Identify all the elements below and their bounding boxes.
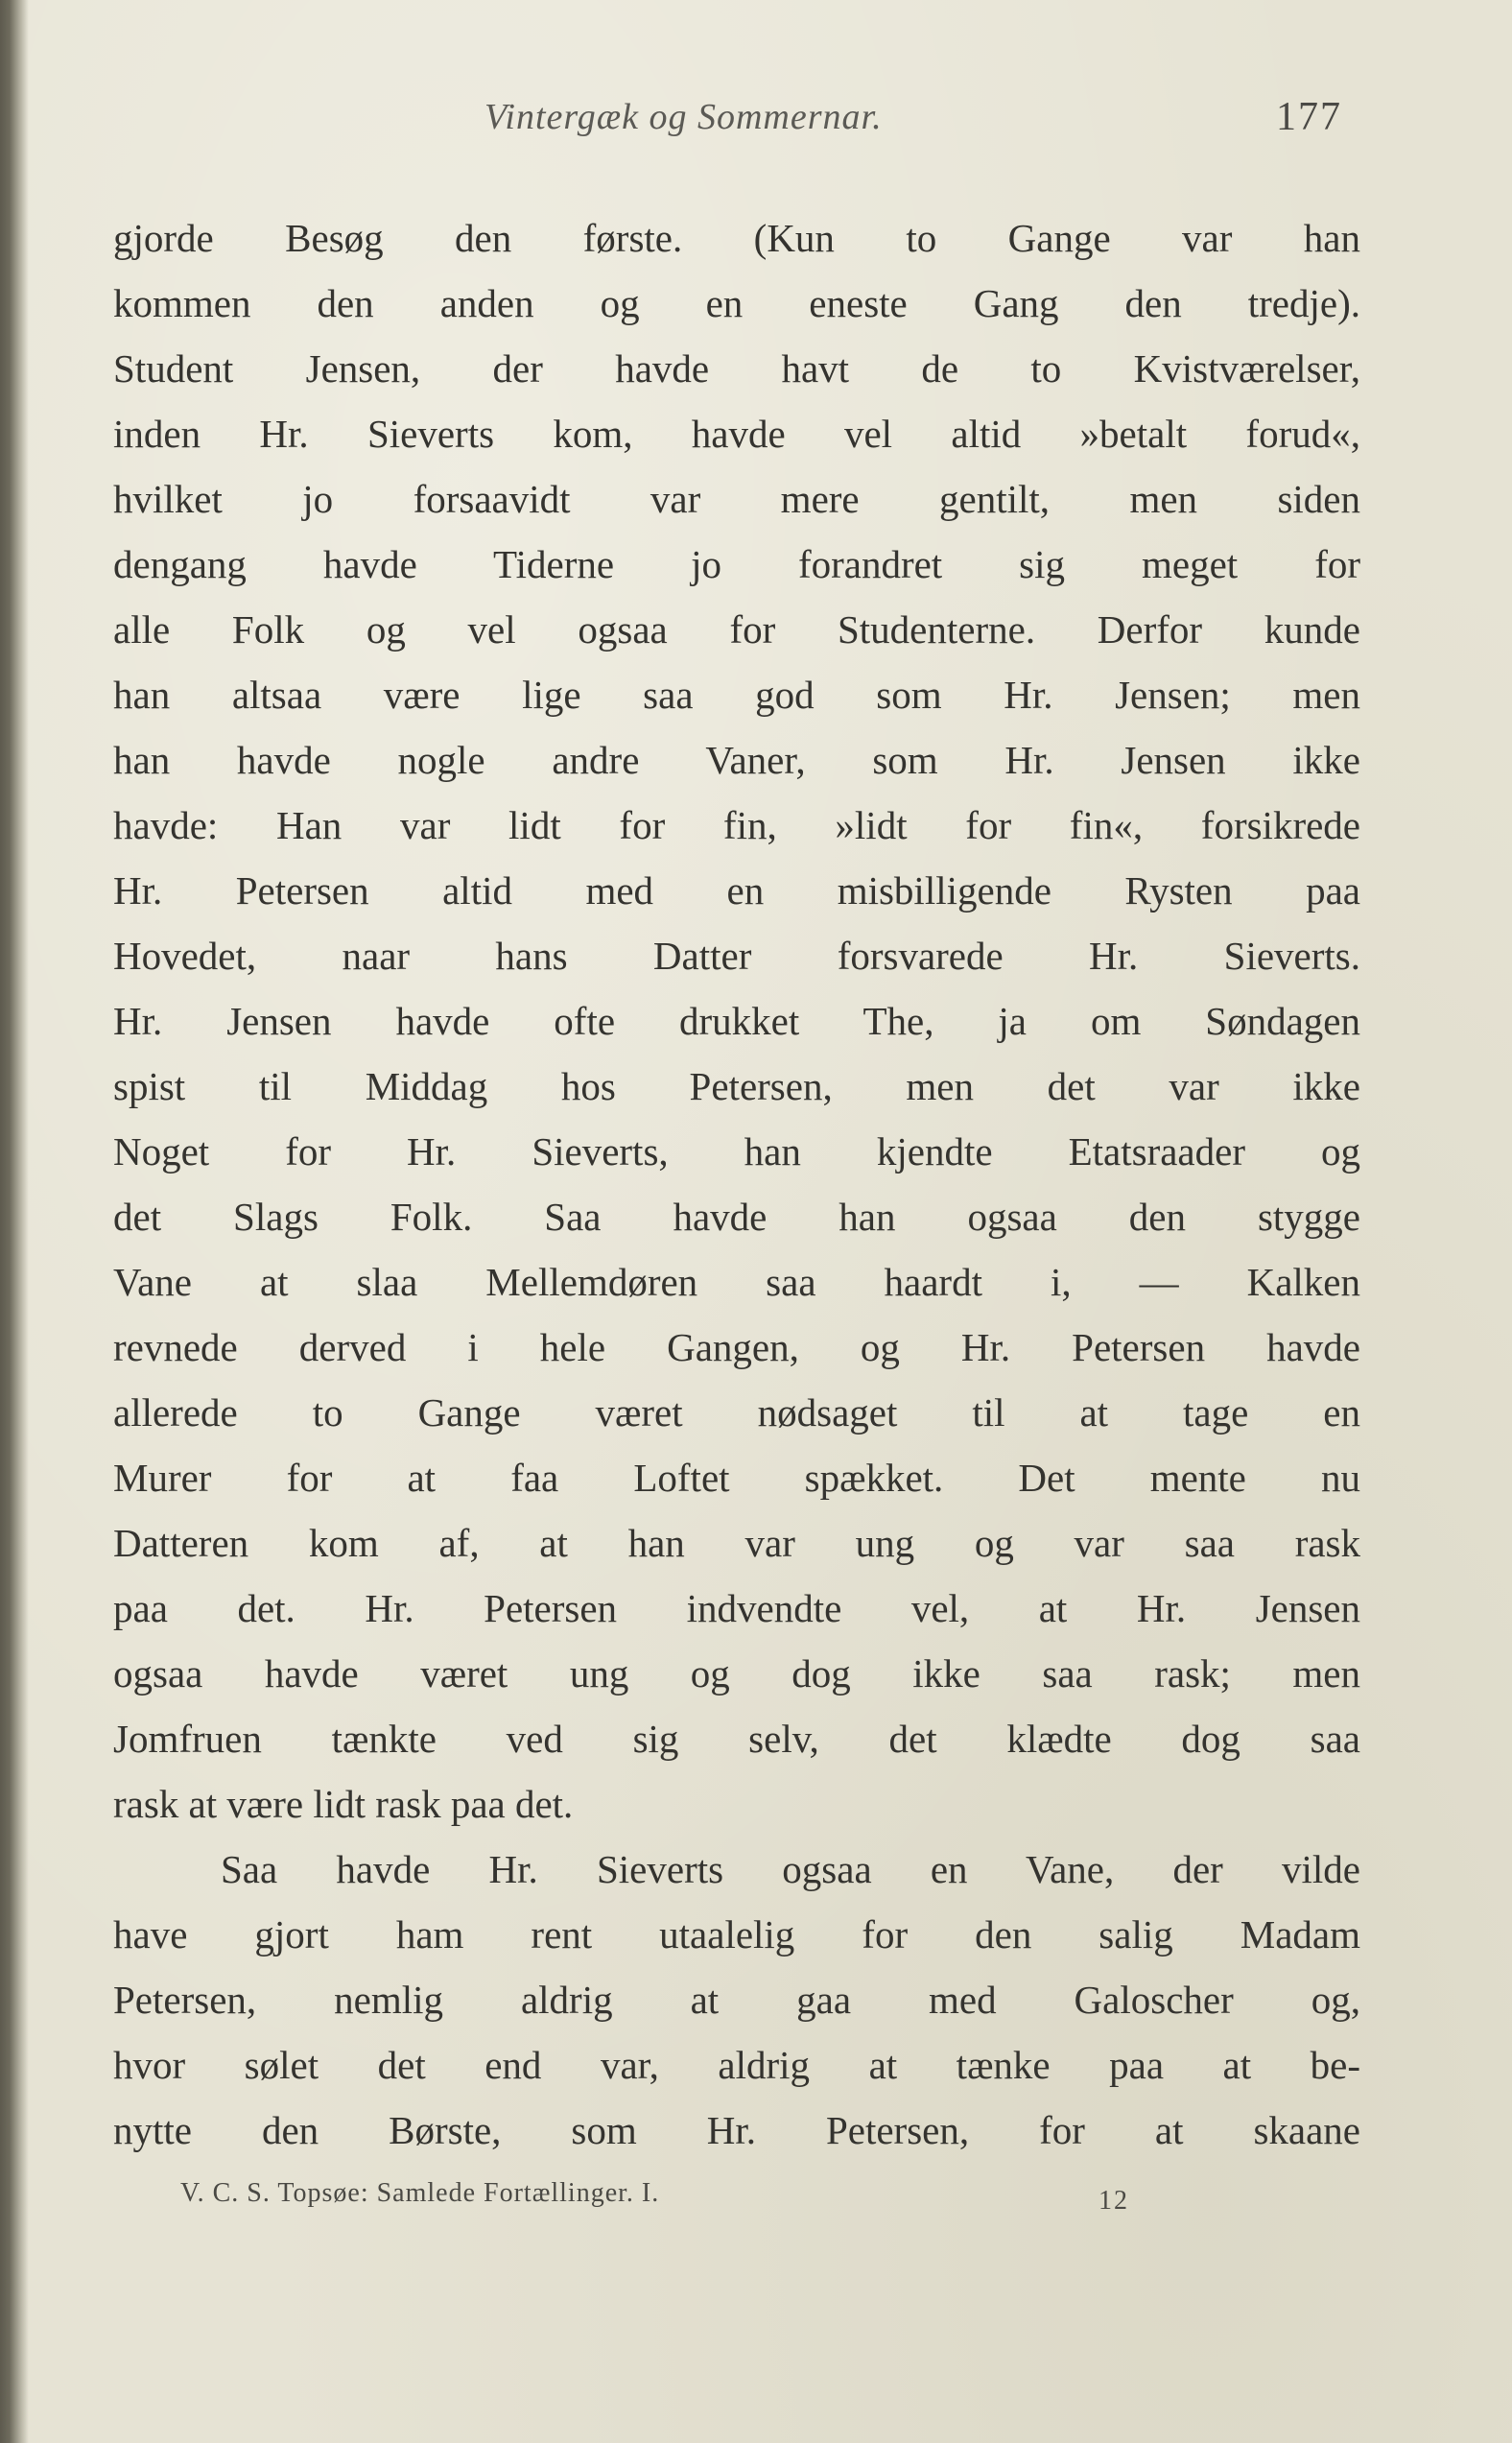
- text-line: have gjort ham rent utaalelig for den salig Madam: [113, 1912, 1360, 1957]
- text-line: ogsaa havde været ung og dog ikke saa rask; men: [113, 1651, 1360, 1696]
- text-line: kommen den anden og en eneste Gang den tredje).: [113, 281, 1360, 325]
- text-line: Vane at slaa Mellemdøren saa haardt i, — Kalken: [113, 1260, 1360, 1304]
- text-line: hvor sølet det end var, aldrig at tænke paa at be-: [113, 2043, 1360, 2087]
- text-line: havde: Han var lidt for fin, »lidt for fin«, forsikrede: [113, 803, 1360, 847]
- text-line: Student Jensen, der havde havt de to Kvistværelser,: [113, 346, 1360, 391]
- text-line: Hr. Jensen havde ofte drukket The, ja om Søndagen: [113, 999, 1360, 1043]
- text-line: allerede to Gange været nødsaget til at tage en: [113, 1390, 1360, 1435]
- page-number: 177: [1276, 95, 1342, 139]
- text-line: Datteren kom af, at han var ung og var saa rask: [113, 1521, 1360, 1565]
- paragraph-end-line: rask at være lidt rask paa det.: [113, 1782, 574, 1826]
- text-line: paa det. Hr. Petersen indvendte vel, at Hr. Jensen: [113, 1586, 1360, 1630]
- signature-mark: 12: [1099, 2186, 1129, 2216]
- text-line: dengang havde Tiderne jo forandret sig meget for: [113, 542, 1360, 586]
- text-line: han altsaa være lige saa god som Hr. Jensen; men: [113, 673, 1360, 717]
- text-line: Hr. Petersen altid med en misbilligende Rysten paa: [113, 868, 1360, 913]
- text-line: alle Folk og vel ogsaa for Studenterne. Derfor kunde: [113, 607, 1360, 652]
- text-line: nytte den Børste, som Hr. Petersen, for at skaane: [113, 2108, 1360, 2152]
- paragraph-start-line: Saa havde Hr. Sieverts ogsaa en Vane, der vilde: [221, 1847, 1360, 1891]
- text-line: gjorde Besøg den første. (Kun to Gange var han: [113, 216, 1360, 260]
- text-line: han havde nogle andre Vaner, som Hr. Jensen ikke: [113, 738, 1360, 782]
- text-line: Jomfruen tænkte ved sig selv, det klædte dog saa: [113, 1717, 1360, 1761]
- text-line: Petersen, nemlig aldrig at gaa med Galoscher og,: [113, 1978, 1360, 2022]
- book-credit: V. C. S. Topsøe: Samlede Fortællinger. I.: [180, 2178, 660, 2208]
- text-line: revnede derved i hele Gangen, og Hr. Petersen havde: [113, 1325, 1360, 1369]
- running-title: Vintergæk og Sommernar.: [484, 97, 883, 137]
- text-line: hvilket jo forsaavidt var mere gentilt, men siden: [113, 477, 1360, 521]
- text-line: Hovedet, naar hans Datter forsvarede Hr. Sieverts.: [113, 934, 1360, 978]
- text-line: inden Hr. Sieverts kom, havde vel altid »betalt forud«,: [113, 412, 1360, 456]
- text-line: Murer for at faa Loftet spækket. Det mente nu: [113, 1456, 1360, 1500]
- text-line: spist til Middag hos Petersen, men det var ikke: [113, 1064, 1360, 1108]
- body-text: [113, 205, 1360, 2163]
- binding-edge: [0, 0, 29, 2443]
- text-line: Noget for Hr. Sieverts, han kjendte Etatsraader og: [113, 1129, 1360, 1174]
- text-line: det Slags Folk. Saa havde han ogsaa den stygge: [113, 1195, 1360, 1239]
